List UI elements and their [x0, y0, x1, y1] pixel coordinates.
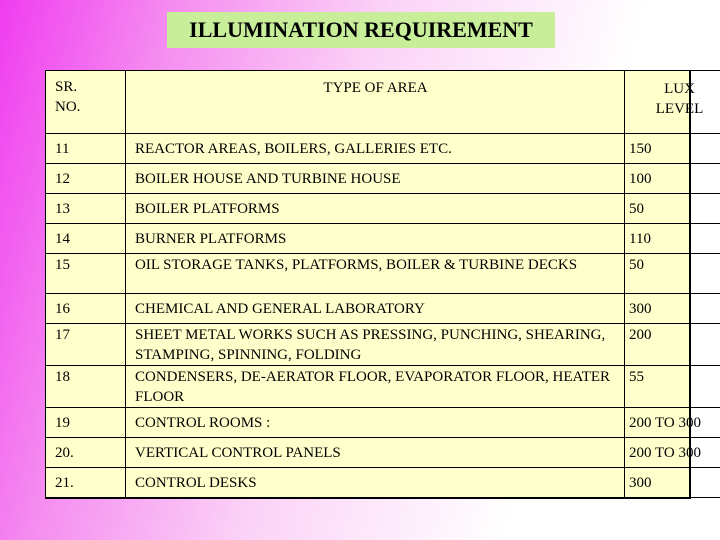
row-lux: 300: [625, 294, 720, 324]
header-lux-line1: LUX: [664, 81, 695, 97]
row-sr-no: 19: [46, 408, 126, 438]
header-sr-line1: SR.: [55, 79, 78, 95]
header-type-of-area: TYPE OF AREA: [126, 71, 625, 134]
row-lux: 110: [625, 224, 720, 254]
row-area: BOILER HOUSE AND TURBINE HOUSE: [126, 164, 625, 194]
table-header-row: [46, 71, 720, 134]
row-area: BURNER PLATFORMS: [126, 224, 625, 254]
row-area: SHEET METAL WORKS SUCH AS PRESSING, PUNCHING, SHEARING, STAMPING, SPINNING, FOLDING: [126, 324, 625, 366]
row-lux: 200 TO 300: [625, 438, 720, 468]
row-area: BOILER PLATFORMS: [126, 194, 625, 224]
row-lux: 200: [625, 324, 720, 366]
row-area: CONTROL DESKS: [126, 468, 625, 498]
row-sr-no: 14: [46, 224, 126, 254]
illumination-table: [45, 70, 720, 498]
header-lux-level: [625, 71, 720, 134]
row-lux: 300: [625, 468, 720, 498]
row-sr-no: 12: [46, 164, 126, 194]
row-lux: 55: [625, 366, 720, 408]
row-lux: 50: [625, 194, 720, 224]
row-area: CONDENSERS, DE-AERATOR FLOOR, EVAPORATOR FLOOR, HEATER FLOOR: [126, 366, 625, 408]
row-area: CHEMICAL AND GENERAL LABORATORY: [126, 294, 625, 324]
row-sr-no: 20.: [46, 438, 126, 468]
table-row: [46, 224, 720, 254]
header-lux-line2: LEVEL: [655, 101, 704, 117]
row-sr-no: 17: [46, 324, 126, 366]
row-lux: 100: [625, 164, 720, 194]
row-area: OIL STORAGE TANKS, PLATFORMS, BOILER & TURBINE DECKS: [126, 254, 625, 294]
table-row: [46, 134, 720, 164]
table-row: [46, 164, 720, 194]
row-sr-no: 21.: [46, 468, 126, 498]
row-sr-no: 15: [46, 254, 126, 294]
row-sr-no: 11: [46, 134, 126, 164]
header-sr-line2: NO.: [55, 99, 81, 115]
row-lux: 150: [625, 134, 720, 164]
table-row: [46, 254, 720, 294]
table-row: [46, 324, 720, 366]
table-row: [46, 438, 720, 468]
row-lux: 200 TO 300: [625, 408, 720, 438]
table-row: [46, 194, 720, 224]
row-area: REACTOR AREAS, BOILERS, GALLERIES ETC.: [126, 134, 625, 164]
header-sr-no: [46, 71, 126, 134]
row-sr-no: 13: [46, 194, 126, 224]
row-area: CONTROL ROOMS :: [126, 408, 625, 438]
table-row: [46, 468, 720, 498]
row-sr-no: 18: [46, 366, 126, 408]
row-lux: 50: [625, 254, 720, 294]
row-sr-no: 16: [46, 294, 126, 324]
table-row: [46, 366, 720, 408]
table-row: [46, 294, 720, 324]
slide-title: ILLUMINATION REQUIREMENT: [167, 12, 555, 48]
table-row: [46, 408, 720, 438]
row-area: VERTICAL CONTROL PANELS: [126, 438, 625, 468]
